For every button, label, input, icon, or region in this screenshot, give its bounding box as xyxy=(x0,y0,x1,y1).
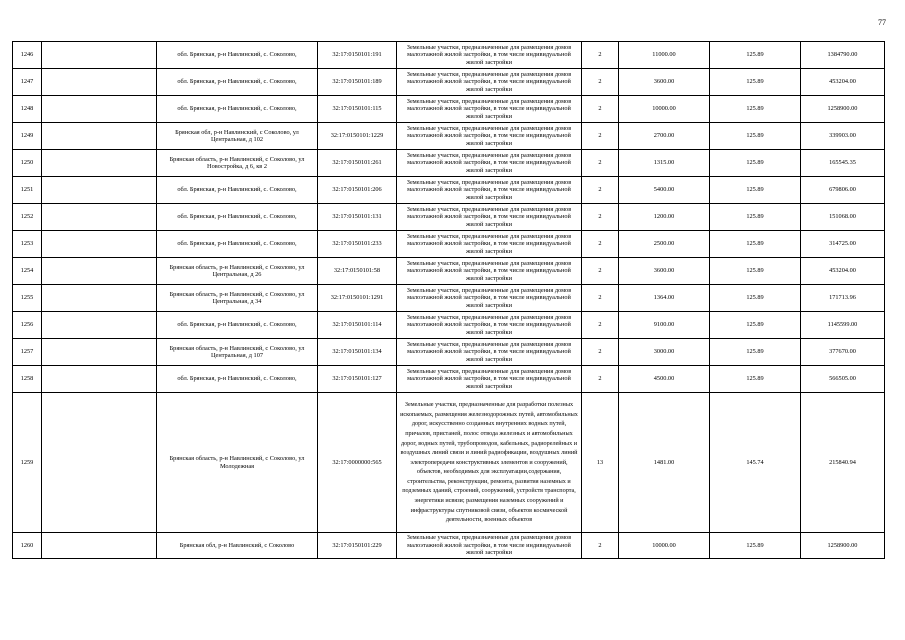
address-cell: обл. Брянская, р-н Навлинский, с. Соколово, xyxy=(157,231,318,258)
area-cell: 5400.00 xyxy=(619,177,710,204)
specific-value-cell: 125.89 xyxy=(710,285,801,312)
land-use-purpose-cell: Земельные участки, предназначенные для размещения домов малоэтажной жилой застройки, в том числе индивидуальной жилой застройки xyxy=(397,285,582,312)
specific-value-cell: 125.89 xyxy=(710,258,801,285)
cadastral-value-cell: 377670.00 xyxy=(801,339,885,366)
land-use-purpose-cell: Земельные участки, предназначенные для размещения домов малоэтажной жилой застройки, в том числе индивидуальной жилой застройки xyxy=(397,339,582,366)
land-plots-table xyxy=(12,41,885,559)
cadastral-value-cell: 151068.00 xyxy=(801,204,885,231)
group-cell: 2 xyxy=(582,312,619,339)
address-cell: обл. Брянская, р-н Навлинский, с. Соколово, xyxy=(157,366,318,393)
area-cell: 2500.00 xyxy=(619,231,710,258)
land-use-purpose-cell: Земельные участки, предназначенные для размещения домов малоэтажной жилой застройки, в том числе индивидуальной жилой застройки xyxy=(397,204,582,231)
address-cell: Брянская область, р-н Навлинский, с Соколово, ул Центральная, д 34 xyxy=(157,285,318,312)
group-cell: 2 xyxy=(582,42,619,69)
specific-value-cell: 125.89 xyxy=(710,533,801,559)
group-cell: 2 xyxy=(582,258,619,285)
area-cell: 11000.00 xyxy=(619,42,710,69)
cadastral-value-cell: 215840.94 xyxy=(801,393,885,533)
cadastral-value-cell: 453204.00 xyxy=(801,69,885,96)
group-cell: 2 xyxy=(582,533,619,559)
empty-cell xyxy=(42,231,157,258)
group-cell: 2 xyxy=(582,69,619,96)
group-cell: 2 xyxy=(582,150,619,177)
land-use-purpose-cell: Земельные участки, предназначенные для размещения домов малоэтажной жилой застройки, в том числе индивидуальной жилой застройки xyxy=(397,177,582,204)
address-cell: Брянская область, р-н Навлинский, с Соколово, ул Центральная, д 107 xyxy=(157,339,318,366)
land-use-purpose-cell: Земельные участки, предназначенные для размещения домов малоэтажной жилой застройки, в том числе индивидуальной жилой застройки xyxy=(397,96,582,123)
group-cell: 2 xyxy=(582,366,619,393)
empty-cell xyxy=(42,339,157,366)
row-number: 1255 xyxy=(13,285,42,312)
empty-cell xyxy=(42,393,157,533)
area-cell: 10000.00 xyxy=(619,96,710,123)
cadastral-number-cell: 32:17:0150101:1229 xyxy=(318,123,397,150)
land-use-purpose-cell: Земельные участки, предназначенные для размещения домов малоэтажной жилой застройки, в том числе индивидуальной жилой застройки xyxy=(397,258,582,285)
table-row xyxy=(13,258,885,285)
land-use-purpose-cell: Земельные участки, предназначенные для размещения домов малоэтажной жилой застройки, в том числе индивидуальной жилой застройки xyxy=(397,231,582,258)
table-row xyxy=(13,366,885,393)
cadastral-number-cell: 32:17:0150101:58 xyxy=(318,258,397,285)
specific-value-cell: 125.89 xyxy=(710,42,801,69)
address-cell: обл. Брянская, р-н Навлинский, с. Соколово, xyxy=(157,204,318,231)
row-number: 1258 xyxy=(13,366,42,393)
area-cell: 4500.00 xyxy=(619,366,710,393)
row-number: 1260 xyxy=(13,533,42,559)
cadastral-number-cell: 32:17:0150101:115 xyxy=(318,96,397,123)
group-cell: 2 xyxy=(582,96,619,123)
address-cell: Брянская область, р-н Навлинский, с Соколово, ул Молодежная xyxy=(157,393,318,533)
row-number: 1253 xyxy=(13,231,42,258)
address-cell: обл. Брянская, р-н Навлинский, с. Соколово, xyxy=(157,69,318,96)
cadastral-number-cell: 32:17:0150101:233 xyxy=(318,231,397,258)
empty-cell xyxy=(42,366,157,393)
area-cell: 1200.00 xyxy=(619,204,710,231)
cadastral-number-cell: 32:17:0150101:191 xyxy=(318,42,397,69)
specific-value-cell: 125.89 xyxy=(710,96,801,123)
group-cell: 13 xyxy=(582,393,619,533)
address-cell: Брянская область, р-н Навлинский, с Соколово, ул Центральная, д 26 xyxy=(157,258,318,285)
table-row xyxy=(13,204,885,231)
address-cell: обл. Брянская, р-н Навлинский, с. Соколово, xyxy=(157,96,318,123)
specific-value-cell: 125.89 xyxy=(710,366,801,393)
empty-cell xyxy=(42,96,157,123)
group-cell: 2 xyxy=(582,339,619,366)
address-cell: обл. Брянская, р-н Навлинский, с. Соколово, xyxy=(157,177,318,204)
cadastral-value-cell: 165545.35 xyxy=(801,150,885,177)
table-row xyxy=(13,96,885,123)
area-cell: 10000.00 xyxy=(619,533,710,559)
table-row xyxy=(13,312,885,339)
table-row xyxy=(13,533,885,559)
row-number: 1250 xyxy=(13,150,42,177)
cadastral-number-cell: 32:17:0150101:206 xyxy=(318,177,397,204)
specific-value-cell: 145.74 xyxy=(710,393,801,533)
specific-value-cell: 125.89 xyxy=(710,231,801,258)
cadastral-value-cell: 1384790.00 xyxy=(801,42,885,69)
specific-value-cell: 125.89 xyxy=(710,312,801,339)
table-row xyxy=(13,339,885,366)
specific-value-cell: 125.89 xyxy=(710,69,801,96)
address-cell: Брянская область, р-н Навлинский, с Соколово, ул Новостройка, д 6, кв 2 xyxy=(157,150,318,177)
empty-cell xyxy=(42,312,157,339)
land-use-purpose-cell: Земельные участки, предназначенные для размещения домов малоэтажной жилой застройки, в том числе индивидуальной жилой застройки xyxy=(397,42,582,69)
address-cell: Брянская обл, р-н Навлинский, с Соколово, ул Центральная, д 102 xyxy=(157,123,318,150)
cadastral-number-cell: 32:17:0150101:229 xyxy=(318,533,397,559)
row-number: 1254 xyxy=(13,258,42,285)
area-cell: 1315.00 xyxy=(619,150,710,177)
row-number: 1256 xyxy=(13,312,42,339)
row-number: 1248 xyxy=(13,96,42,123)
group-cell: 2 xyxy=(582,204,619,231)
cadastral-number-cell: 32:17:0150101:189 xyxy=(318,69,397,96)
empty-cell xyxy=(42,204,157,231)
row-number: 1247 xyxy=(13,69,42,96)
row-number: 1251 xyxy=(13,177,42,204)
empty-cell xyxy=(42,69,157,96)
specific-value-cell: 125.89 xyxy=(710,150,801,177)
cadastral-value-cell: 1258900.00 xyxy=(801,96,885,123)
page-number: 77 xyxy=(878,18,886,27)
row-number: 1259 xyxy=(13,393,42,533)
land-use-purpose-cell: Земельные участки, предназначенные для размещения домов малоэтажной жилой застройки, в том числе индивидуальной жилой застройки xyxy=(397,69,582,96)
land-use-purpose-cell: Земельные участки, предназначенные для размещения домов малоэтажной жилой застройки, в том числе индивидуальной жилой застройки xyxy=(397,150,582,177)
cadastral-value-cell: 453204.00 xyxy=(801,258,885,285)
table-row xyxy=(13,150,885,177)
table-row xyxy=(13,69,885,96)
area-cell: 9100.00 xyxy=(619,312,710,339)
empty-cell xyxy=(42,533,157,559)
address-cell: Брянская обл, р-н Навлинский, с Соколово xyxy=(157,533,318,559)
land-use-purpose-cell: Земельные участки, предназначенные для разработки полезных ископаемых, размещения железнодорожных путей, автомобильных дорог, искусственно созданных внутренних водных путей, причалов, пристаней, полос отвода железных и автомобильных дорог, водных путей, трубопроводов, кабельных, радиорелейных и воздушных линий связи и линий радиофикации, воздушных линий электропередачи конструктивных элементов и сооружений, объектов, необходимых для эксплуатации,содержания, строительства, реконструкции, ремонта, развития наземных и подземных зданий, строений, сооружений, устройств транспорта, энергетики исвязи; размещения наземных сооружений и инфраструктуры спутниковой связи, объектов космической деятельности, военных объектов xyxy=(397,393,582,533)
specific-value-cell: 125.89 xyxy=(710,339,801,366)
row-number: 1249 xyxy=(13,123,42,150)
group-cell: 2 xyxy=(582,285,619,312)
row-number: 1252 xyxy=(13,204,42,231)
cadastral-number-cell: 32:17:0150101:131 xyxy=(318,204,397,231)
table-row xyxy=(13,123,885,150)
cadastral-value-cell: 171713.96 xyxy=(801,285,885,312)
cadastral-value-cell: 679806.00 xyxy=(801,177,885,204)
land-use-purpose-cell: Земельные участки, предназначенные для размещения домов малоэтажной жилой застройки, в том числе индивидуальной жилой застройки xyxy=(397,366,582,393)
land-use-purpose-cell: Земельные участки, предназначенные для размещения домов малоэтажной жилой застройки, в том числе индивидуальной жилой застройки xyxy=(397,312,582,339)
cadastral-value-cell: 314725.00 xyxy=(801,231,885,258)
specific-value-cell: 125.89 xyxy=(710,204,801,231)
area-cell: 3600.00 xyxy=(619,258,710,285)
specific-value-cell: 125.89 xyxy=(710,123,801,150)
cadastral-value-cell: 566505.00 xyxy=(801,366,885,393)
area-cell: 1481.00 xyxy=(619,393,710,533)
table-row xyxy=(13,177,885,204)
group-cell: 2 xyxy=(582,177,619,204)
row-number: 1257 xyxy=(13,339,42,366)
table-row xyxy=(13,231,885,258)
cadastral-value-cell: 1258900.00 xyxy=(801,533,885,559)
area-cell: 3600.00 xyxy=(619,69,710,96)
empty-cell xyxy=(42,150,157,177)
area-cell: 2700.00 xyxy=(619,123,710,150)
specific-value-cell: 125.89 xyxy=(710,177,801,204)
land-use-purpose-cell: Земельные участки, предназначенные для размещения домов малоэтажной жилой застройки, в том числе индивидуальной жилой застройки xyxy=(397,123,582,150)
cadastral-value-cell: 1145599.00 xyxy=(801,312,885,339)
empty-cell xyxy=(42,42,157,69)
address-cell: обл. Брянская, р-н Навлинский, с. Соколово, xyxy=(157,42,318,69)
group-cell: 2 xyxy=(582,231,619,258)
land-use-purpose-cell: Земельные участки, предназначенные для размещения домов малоэтажной жилой застройки, в том числе индивидуальной жилой застройки xyxy=(397,533,582,559)
table-body xyxy=(13,42,885,559)
group-cell: 2 xyxy=(582,123,619,150)
cadastral-value-cell: 339903.00 xyxy=(801,123,885,150)
table-row xyxy=(13,393,885,533)
area-cell: 1364.00 xyxy=(619,285,710,312)
cadastral-number-cell: 32:17:0150101:127 xyxy=(318,366,397,393)
cadastral-number-cell: 32:17:0150101:261 xyxy=(318,150,397,177)
cadastral-number-cell: 32:17:0150101:1291 xyxy=(318,285,397,312)
cadastral-number-cell: 32:17:0150101:134 xyxy=(318,339,397,366)
address-cell: обл. Брянская, р-н Навлинский, с. Соколово, xyxy=(157,312,318,339)
empty-cell xyxy=(42,123,157,150)
table-row xyxy=(13,285,885,312)
empty-cell xyxy=(42,258,157,285)
cadastral-number-cell: 32:17:0000000:565 xyxy=(318,393,397,533)
row-number: 1246 xyxy=(13,42,42,69)
empty-cell xyxy=(42,177,157,204)
table-row xyxy=(13,42,885,69)
empty-cell xyxy=(42,285,157,312)
cadastral-number-cell: 32:17:0150101:114 xyxy=(318,312,397,339)
area-cell: 3000.00 xyxy=(619,339,710,366)
